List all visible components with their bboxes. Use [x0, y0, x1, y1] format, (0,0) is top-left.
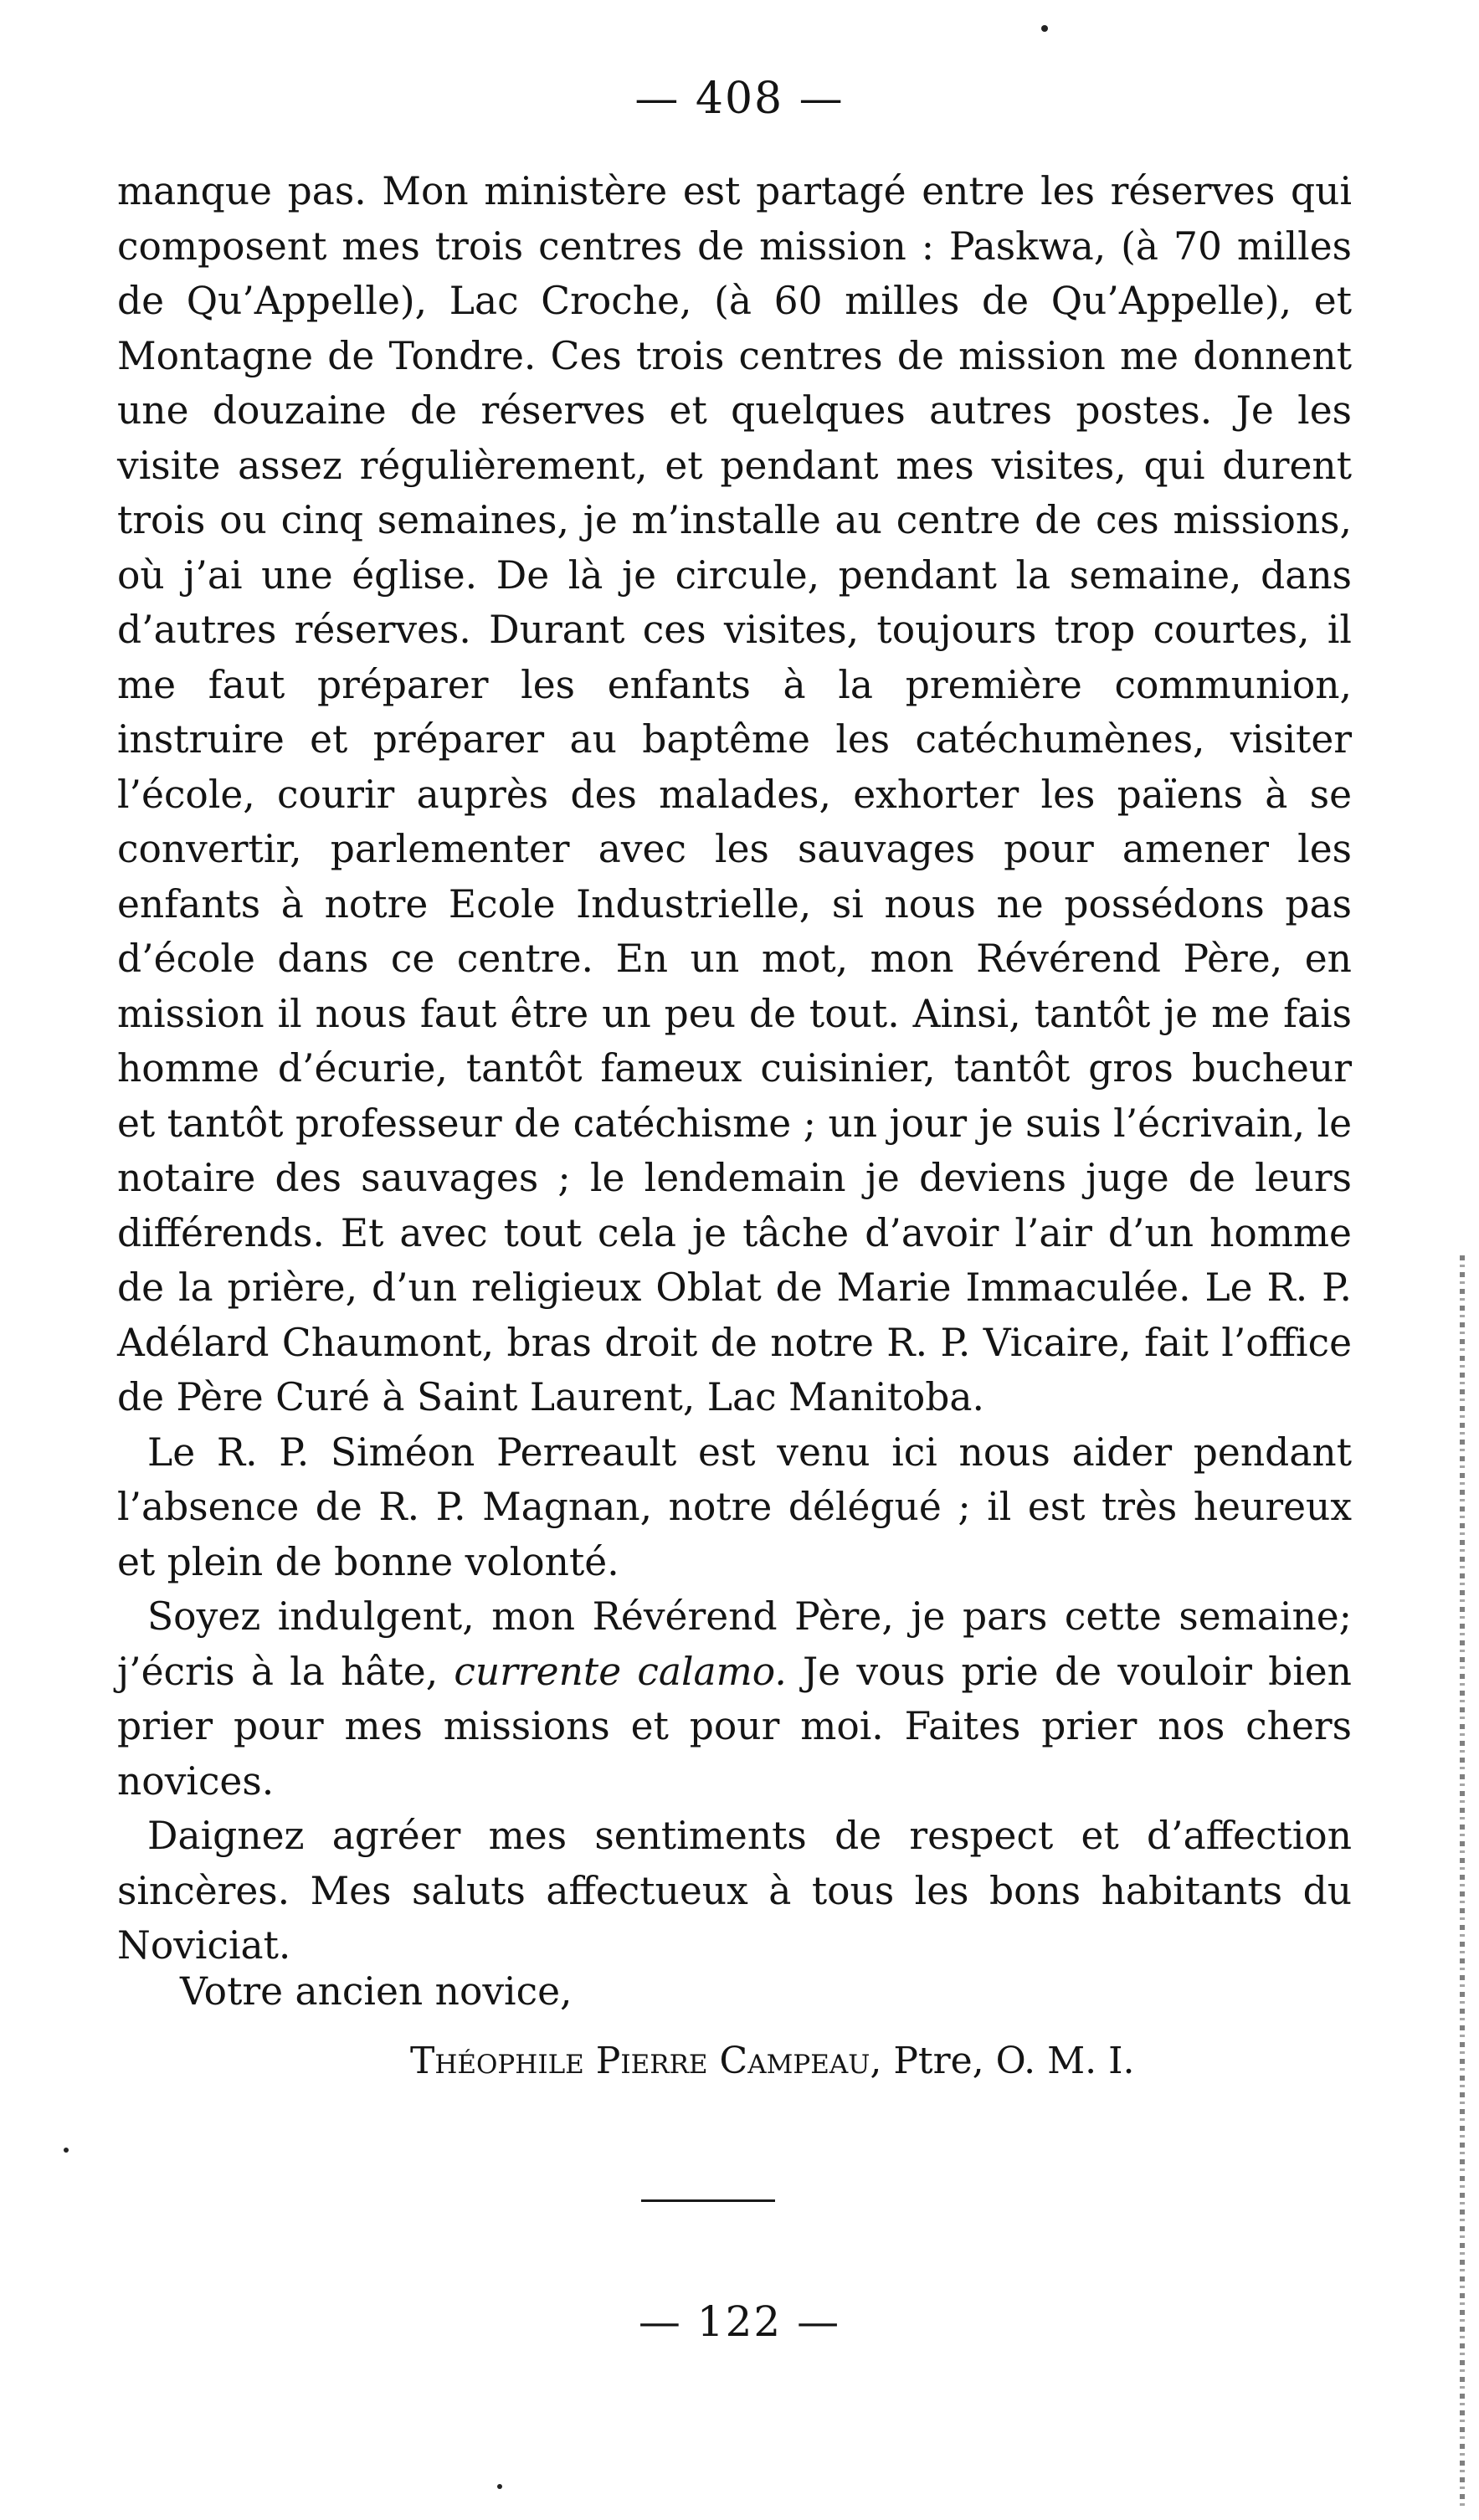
page-binding-edge	[1460, 1255, 1465, 2511]
paragraph-indulgence	[117, 1589, 1352, 1809]
signature-name: Théophile Pierre Campeau	[410, 2040, 870, 2082]
signature	[410, 2040, 1135, 2082]
signature-mark: — 122 —	[638, 2297, 841, 2346]
paragraph-indulgence-end: Je vous prie de vouloir bien prier pour mes missions et pour moi. Faites prier nos chers novices.	[117, 1649, 1352, 1804]
page-number: — 408 —	[634, 74, 845, 124]
section-divider	[641, 2199, 775, 2202]
latin-phrase: currente calamo.	[454, 1649, 787, 1694]
closing-salutation: Votre ancien novice,	[180, 1969, 573, 2014]
paragraph-perreault: Le R. P. Siméon Perreault est venu ici nous aider pendant l’absence de R. P. Magnan, notre délégué ; il est très heureux et plein de bonne volonté.	[117, 1429, 1352, 1584]
ink-speck	[1041, 25, 1048, 32]
paragraph-ministry: manque pas. Mon ministère est partagé entre les réserves qui composent mes trois centres de mission : Paskwa, (à 70 milles de Qu’Appelle), Lac Croche, (à 60 milles de Qu’Appelle), et Montagne de Tondre. Ces trois centres de mission me donnent une douzaine de réserves et quelques autres postes. Je les visite assez régulièrement, et pendant mes visites, qui durent trois ou cinq semaines, je m’installe au centre de ces missions, où j’ai une église. De là je circule, pendant la semaine, dans d’autres réserves. Durant ces visites, toujours trop courtes, il me faut préparer les enfants à la première communion, instruire et préparer au baptême les catéchumènes, visiter l’école, courir auprès des malades, exhorter les païens à se convertir, parlementer avec les sauvages pour amener les enfants à notre Ecole Industrielle, si nous ne possédons pas d’école dans ce centre. En un mot, mon Révérend Père, en mission il nous faut être un peu de tout. Ainsi, tantôt je me fais homme d’écurie, tantôt fameux cuisinier, tantôt gros bucheur et tantôt professeur de catéchisme ; un jour je suis l’écrivain, le notaire des sauvages ; le lendemain je deviens juge de leurs différends. Et avec tout cela je tâche d’avoir l’air d’un homme de la prière, d’un religieux Oblat de Marie Immaculée. Le R. P. Adélard Chaumont, bras droit de notre R. P. Vicaire, fait l’office de Père Curé à Saint Laurent, Lac Manitoba.	[117, 169, 1352, 1419]
letter-body	[117, 164, 1352, 1973]
ink-speck	[497, 2484, 502, 2489]
paragraph-indulgence-start: Soyez indulgent, mon Révérend Père, je pars cette semaine; j’écris à la hâte,	[117, 1594, 1352, 1694]
paragraph-farewell: Daignez agréer mes sentiments de respect et d’affection sincères. Mes saluts affectueux à tous les bons habitants du Noviciat.	[117, 1814, 1352, 1968]
signature-suffix: , Ptre, O. M. I.	[870, 2040, 1135, 2082]
ink-speck	[64, 2148, 69, 2153]
